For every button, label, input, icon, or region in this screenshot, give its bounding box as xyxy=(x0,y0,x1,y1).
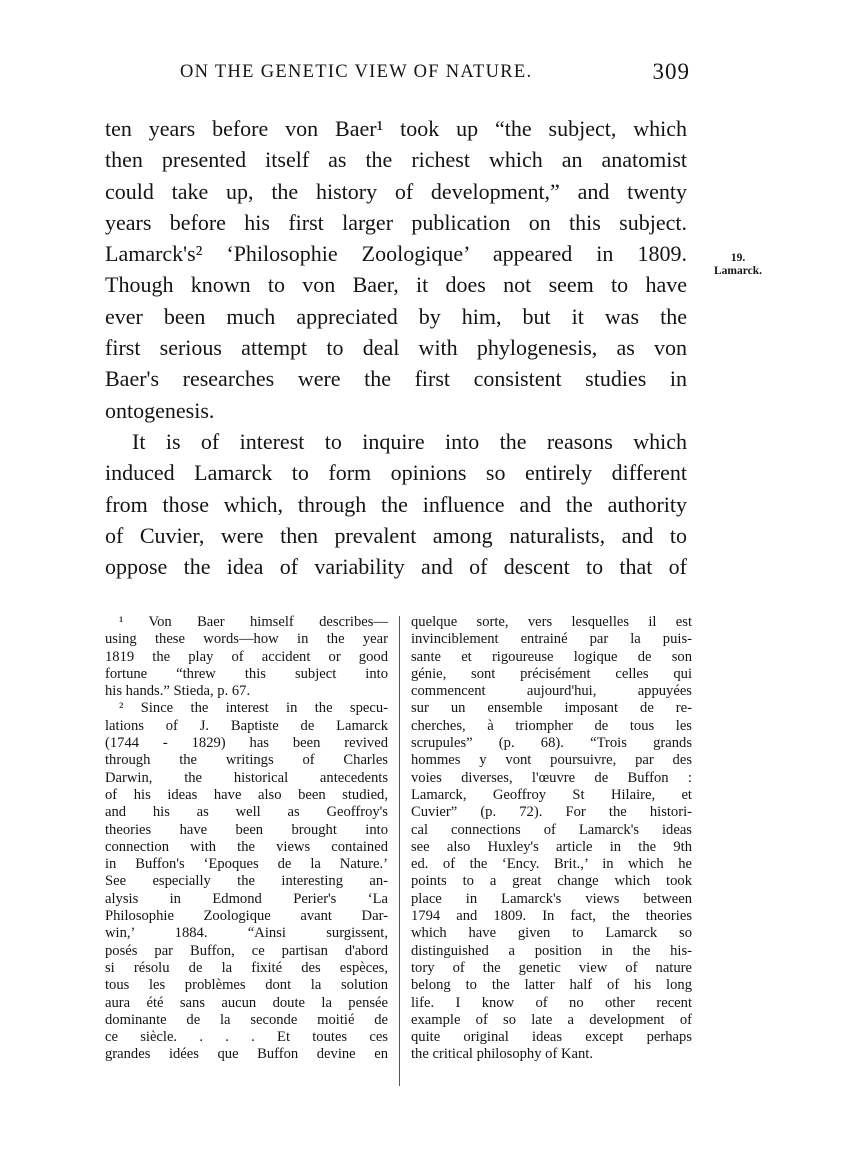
footnotes-left-column xyxy=(105,614,388,1064)
footnote-line: ² Since the interest in the specu- xyxy=(119,700,388,717)
footnote-line: belong to the latter half of his long xyxy=(411,977,692,994)
body-line: ever been much appreciated by him, but it was the xyxy=(105,303,687,329)
footnotes-right-column xyxy=(411,614,692,1064)
footnote-line: his hands.” Stieda, p. 67. xyxy=(105,683,251,700)
footnote-line: quite original ideas except perhaps xyxy=(411,1029,692,1046)
footnote-line: invinciblement entrainé par la puis- xyxy=(411,631,692,648)
footnote-line: aura été sans aucun doute la pensée xyxy=(105,994,388,1011)
footnote-line: see also Huxley's article in the 9th xyxy=(411,838,692,855)
footnote-line: tous les problèmes dont la solution xyxy=(105,977,388,994)
footnote-line: theories have been brought into xyxy=(105,821,388,838)
body-line: ontogenesis. xyxy=(105,397,215,423)
footnote-line: posés par Buffon, ce partisan d'abord xyxy=(105,942,388,959)
body-line: Though known to von Baer, it does not seem to have xyxy=(105,272,687,298)
running-title: ON THE GENETIC VIEW OF NATURE. xyxy=(180,62,533,82)
footnote-line: win,’ 1884. “Ainsi surgissent, xyxy=(105,925,388,942)
footnote-line: commencent aujourd'hui, appuyées xyxy=(411,683,692,700)
margin-note-label: Lamarck. xyxy=(713,265,763,277)
footnote-line: through the writings of Charles xyxy=(105,752,388,769)
body-line: oppose the idea of variability and of descent to that of xyxy=(105,554,687,580)
footnote-line: points to a great change which took xyxy=(411,873,692,890)
footnote-line: 1819 the play of accident or good xyxy=(105,648,388,665)
footnote-line: connection with the views contained xyxy=(105,838,388,855)
footnote-line: tory of the genetic view of nature xyxy=(411,959,692,976)
footnote-line: and his as well as Geoffroy's xyxy=(105,804,388,821)
footnote-line: alysis in Edmond Perier's ‘La xyxy=(105,890,388,907)
footnote-line: using these words—how in the year xyxy=(105,631,388,648)
body-line: induced Lamarck to form opinions so entirely different xyxy=(105,460,687,486)
footnote-line: which have given to Lamarck so xyxy=(411,925,692,942)
body-line: could take up, the history of development,” and twenty xyxy=(105,178,687,204)
footnote-line: voies diverses, l'œuvre de Buffon : xyxy=(411,769,692,786)
footnote-column-rule xyxy=(399,616,400,1086)
body-line: Lamarck's² ‘Philosophie Zoologique’ appeared in 1809. xyxy=(105,241,687,267)
footnote-line: Darwin, the historical antecedents xyxy=(105,769,388,786)
page-number: 309 xyxy=(652,59,690,84)
footnote-line: Cuvier” (p. 72). For the histori- xyxy=(411,804,692,821)
footnote-line: life. I know of no other recent xyxy=(411,994,692,1011)
footnote-line: cherches, à triompher de tous les xyxy=(411,717,692,734)
footnote-line: See especially the interesting an- xyxy=(105,873,388,890)
body-line: then presented itself as the richest which an anatomist xyxy=(105,147,687,173)
body-line: of Cuvier, were then prevalent among naturalists, and to xyxy=(105,522,687,548)
footnote-line: 1794 and 1809. In fact, the theories xyxy=(411,908,692,925)
footnote-line: lations of J. Baptiste de Lamarck xyxy=(105,717,388,734)
body-line: Baer's researches were the first consistent studies in xyxy=(105,366,687,392)
body-line: It is of interest to inquire into the reasons which xyxy=(132,428,687,454)
footnote-line: hommes y vont poursuivre, par des xyxy=(411,752,692,769)
footnote-line: quelque sorte, vers lesquelles il est xyxy=(411,614,692,630)
footnote-line: of his ideas have also been studied, xyxy=(105,786,388,803)
footnote-line: sante et rigoureuse logique de son xyxy=(411,648,692,665)
footnote-line: génie, sont précisément celles qui xyxy=(411,665,692,682)
footnote-line: grandes idées que Buffon devine en xyxy=(105,1046,388,1063)
footnote-line: place in Lamarck's views between xyxy=(411,890,692,907)
body-text xyxy=(105,113,687,582)
footnote-line: the critical philosophy of Kant. xyxy=(411,1046,593,1063)
footnote-line: cal connections of Lamarck's ideas xyxy=(411,821,692,838)
footnote-line: sur un ensemble imposant de re- xyxy=(411,700,692,717)
footnote-line: scrupules” (p. 68). “Trois grands xyxy=(411,735,692,752)
body-line: years before his first larger publication on this subject. xyxy=(105,209,687,235)
body-line: ten years before von Baer¹ took up “the subject, which xyxy=(105,116,687,141)
footnote-line: ed. of the ‘Ency. Brit.,’ in which he xyxy=(411,856,692,873)
footnote-line: Philosophie Zoologique avant Dar- xyxy=(105,908,388,925)
footnote-line: (1744 - 1829) has been revived xyxy=(105,735,388,752)
body-line: first serious attempt to deal with phylogenesis, as von xyxy=(105,335,687,361)
footnote-line: example of so late a development of xyxy=(411,1011,692,1028)
footnote-line: si résolu de la fixité des espèces, xyxy=(105,959,388,976)
running-head xyxy=(180,59,690,88)
footnote-line: ¹ Von Baer himself describes— xyxy=(119,614,388,630)
margin-note-number: 19. xyxy=(730,252,746,264)
footnote-line: in Buffon's ‘Epoques de la Nature.’ xyxy=(105,856,388,873)
margin-note xyxy=(703,252,773,278)
footnote-line: fortune “threw this subject into xyxy=(105,665,388,682)
footnote-line: distinguished a position in the his- xyxy=(411,942,692,959)
footnote-line: ce siècle. . . . Et toutes ces xyxy=(105,1029,388,1046)
footnote-line: dominante de la seconde moitié de xyxy=(105,1011,388,1028)
body-line: from those which, through the influence and the authority xyxy=(105,491,687,517)
footnote-line: Lamarck, Geoffroy St Hilaire, et xyxy=(411,786,692,803)
